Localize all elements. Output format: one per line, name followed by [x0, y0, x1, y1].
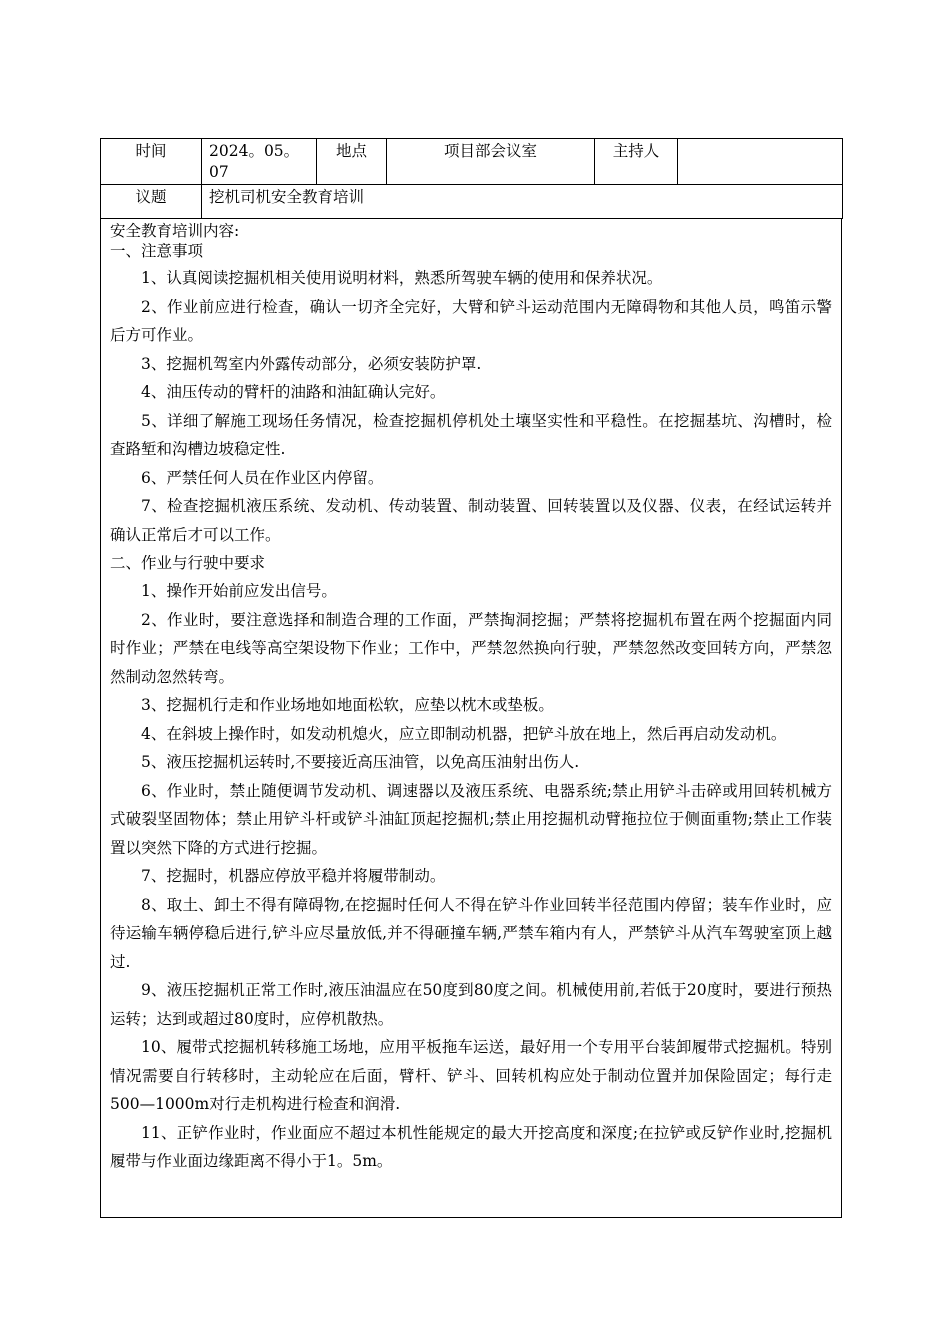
training-record-sheet [100, 138, 842, 1218]
topic-value: 挖机司机安全教育培训 [202, 185, 843, 219]
section-heading: 二、作业与行驶中要求 [110, 554, 266, 572]
list-item: 4、油压传动的臂杆的油路和油缸确认完好。 [141, 383, 446, 401]
list-item: 5、液压挖掘机运转时,不要接近高压油管，以免高压油射出伤人. [141, 753, 580, 771]
list-item: 4、在斜坡上操作时，如发动机熄火，应立即制动机器，把铲斗放在地上，然后再启动发动机。 [141, 724, 787, 743]
list-item: 3、挖掘机驾室内外露传动部分，必须安装防护罩. [141, 354, 482, 373]
content-title: 安全教育培训内容: [110, 222, 240, 240]
list-item: 1、操作开始前应发出信号。 [141, 582, 337, 600]
host-value [678, 139, 843, 185]
list-item: 7、挖掘时，机器应停放平稳并将履带制动。 [141, 867, 446, 885]
section-2-list [110, 577, 832, 1176]
training-content [100, 219, 842, 1218]
list-item: 8、取土、卸土不得有障碍物,在挖掘时任何人不得在铲斗作业回转半径范围内停留；装车作业时，应待运输车辆停稳后进行,铲斗应尽量放低,并不得砸撞车辆,严禁车箱内有人，严禁铲斗从汽车驾驶室顶上越过. [110, 895, 832, 971]
list-item: 2、作业时，要注意选择和制造合理的工作面，严禁掏洞挖掘；严禁将挖掘机布置在两个挖掘面内同时作业；严禁在电线等高空架设物下作业；工作中，严禁忽然换向行驶，严禁忽然改变回转方向，严禁忽然制动忽然转弯。 [110, 610, 832, 686]
host-label: 主持人 [595, 139, 678, 185]
time-value: 2024。05。07 [202, 139, 317, 185]
section-heading: 一、注意事项 [110, 242, 204, 260]
list-item: 1、认真阅读挖掘机相关使用说明材料，熟悉所驾驶车辆的使用和保养状况。 [141, 269, 663, 287]
list-item: 11、正铲作业时，作业面应不超过本机性能规定的最大开挖高度和深度;在拉铲或反铲作业时,挖掘机履带与作业面边缘距离不得小于1。5m。 [110, 1123, 832, 1170]
section-1-list [110, 264, 832, 549]
place-value: 项目部会议室 [387, 139, 595, 185]
list-item: 2、作业前应进行检查，确认一切齐全完好，大臂和铲斗运动范围内无障碍物和其他人员，鸣笛示警后方可作业。 [110, 297, 832, 344]
list-item: 7、检查挖掘机液压系统、发动机、传动装置、制动装置、回转装置以及仪器、仪表，在经试运转并确认正常后才可以工作。 [110, 497, 832, 544]
list-item: 6、严禁任何人员在作业区内停留。 [141, 468, 384, 487]
list-item: 3、挖掘机行走和作业场地如地面松软，应垫以枕木或垫板。 [141, 696, 554, 714]
topic-label: 议题 [101, 185, 202, 219]
list-item: 6、作业时，禁止随便调节发动机、调速器以及液压系统、电器系统;禁止用铲斗击碎或用回转机械方式破裂坚固物体；禁止用铲斗杆或铲斗油缸顶起挖掘机;禁止用挖掘机动臂拖拉位于侧面重物;禁止工作装置以突然下降的方式进行挖掘。 [110, 781, 832, 857]
header-table [100, 138, 843, 219]
list-item: 5、详细了解施工现场任务情况，检查挖掘机停机处土壤坚实性和平稳性。在挖掘基坑、沟槽时，检查路堑和沟槽边坡稳定性. [110, 411, 832, 458]
time-label: 时间 [101, 139, 202, 185]
place-label: 地点 [317, 139, 387, 185]
list-item: 10、履带式挖掘机转移施工场地，应用平板拖车运送，最好用一个专用平台装卸履带式挖掘机。特别情况需要自行转移时，主动轮应在后面，臂杆、铲斗、回转机构应处于制动位置并加保险固定；每行走500—1000m对行走机构进行检查和润滑. [110, 1038, 832, 1113]
list-item: 9、液压挖掘机正常工作时,液压油温应在50度到80度之间。机械使用前,若低于20度时，要进行预热运转；达到或超过80度时，应停机散热。 [110, 981, 832, 1028]
